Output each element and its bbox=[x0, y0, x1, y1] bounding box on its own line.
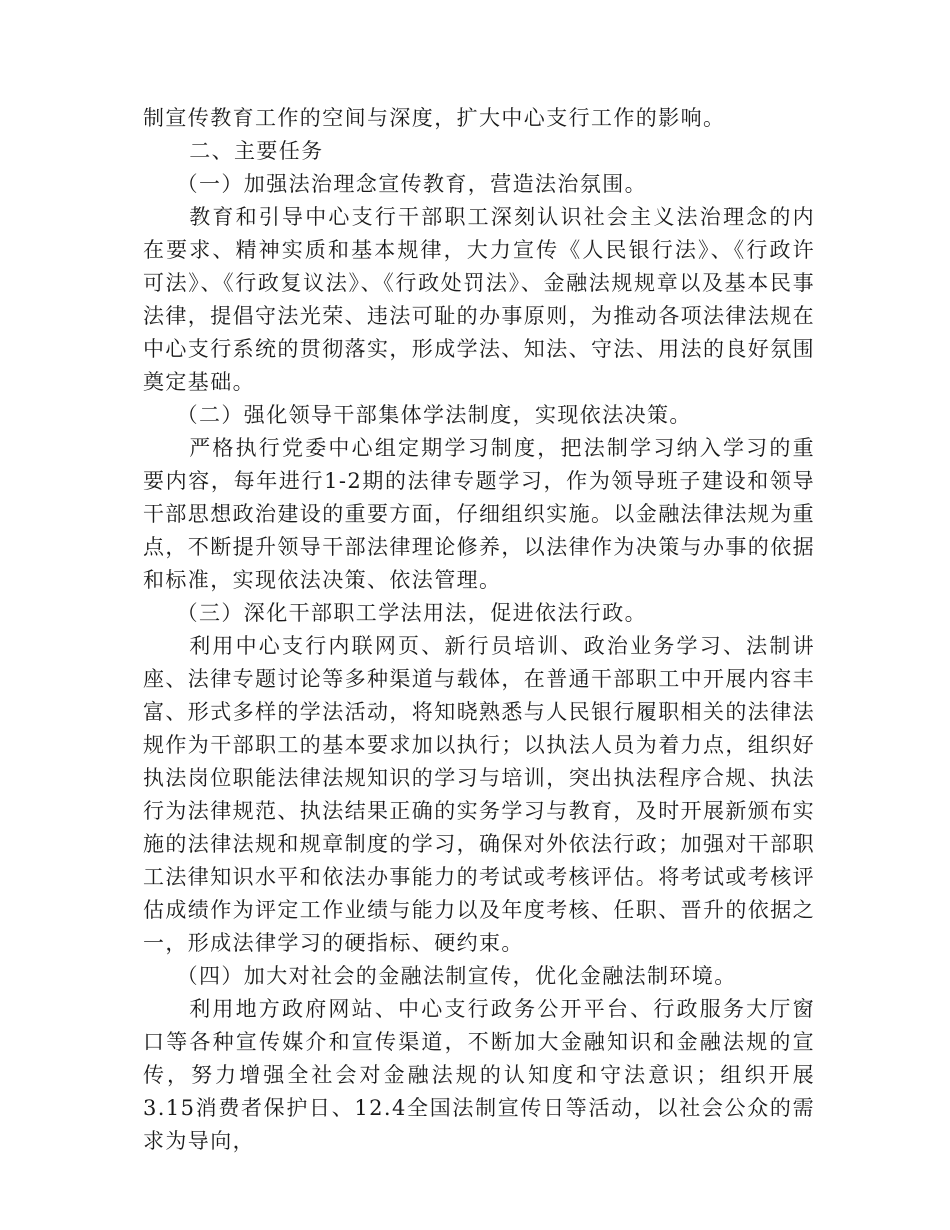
paragraph-continuation: 制宣传教育工作的空间与深度，扩大中心支行工作的影响。 bbox=[143, 106, 726, 130]
body-paragraph-1: 教育和引导中心支行干部职工深刻认识社会主义法治理念的内在要求、精神实质和基本规律，大力宣传《人民银行法》、《行政许可法》、《行政复议法》、《行政处罚法》、金融法规规章以及基本民事法律，提倡守法光荣、违法可耻的办事原则，为推动各项法律法规在中心支行系统的贯彻落实，形成学法、知法、守法、用法的良好氛围奠定基础。 bbox=[143, 205, 815, 394]
body-paragraph-4: 利用地方政府网站、中心支行政务公开平台、行政服务大厅窗口等各种宣传媒介和宣传渠道，不断加大金融知识和金融法规的宣传，努力增强全社会对金融法规的认知度和守法意识；组织开展3.15消费者保护日、12.4全国法制宣传日等活动，以社会公众的需求为导向， bbox=[143, 997, 815, 1153]
subsection-heading-1: （一）加强法治理念宣传教育，营造法治氛围。 bbox=[176, 172, 647, 196]
subsection-heading-3: （三）深化干部职工学法用法，促进依法行政。 bbox=[176, 601, 647, 625]
subsection-heading-2: （二）强化领导干部集体学法制度，实现依法决策。 bbox=[176, 403, 692, 427]
section-heading-main-tasks: 二、主要任务 bbox=[189, 139, 324, 163]
body-paragraph-2: 严格执行党委中心组定期学习制度，把法制学习纳入学习的重要内容，每年进行1-2期的法律专题学习，作为领导班子建设和领导干部思想政治建设的重要方面，仔细组织实施。以金融法律法规为重点，不断提升领导干部法律理论修养，以法律作为决策与办事的依据和标准，实现依法决策、依法管理。 bbox=[143, 436, 815, 592]
subsection-heading-4: （四）加大对社会的金融法制宣传，优化金融法制环境。 bbox=[176, 964, 737, 988]
document-body bbox=[143, 102, 815, 1158]
body-paragraph-3: 利用中心支行内联网页、新行员培训、政治业务学习、法制讲座、法律专题讨论等多种渠道与载体，在普通干部职工中开展内容丰富、形式多样的学法活动，将知晓熟悉与人民银行履职相关的法律法规作为干部职工的基本要求加以执行；以执法人员为着力点，组织好执法岗位职能法律法规知识的学习与培训，突出执法程序合规、执法行为法律规范、执法结果正确的实务学习与教育，及时开展新颁布实施的法律法规和规章制度的学习，确保对外依法行政；加强对干部职工法律知识水平和依法办事能力的考试或考核评估。将考试或考核评估成绩作为评定工作业绩与能力以及年度考核、任职、晋升的依据之一，形成法律学习的硬指标、硬约束。 bbox=[143, 634, 815, 955]
